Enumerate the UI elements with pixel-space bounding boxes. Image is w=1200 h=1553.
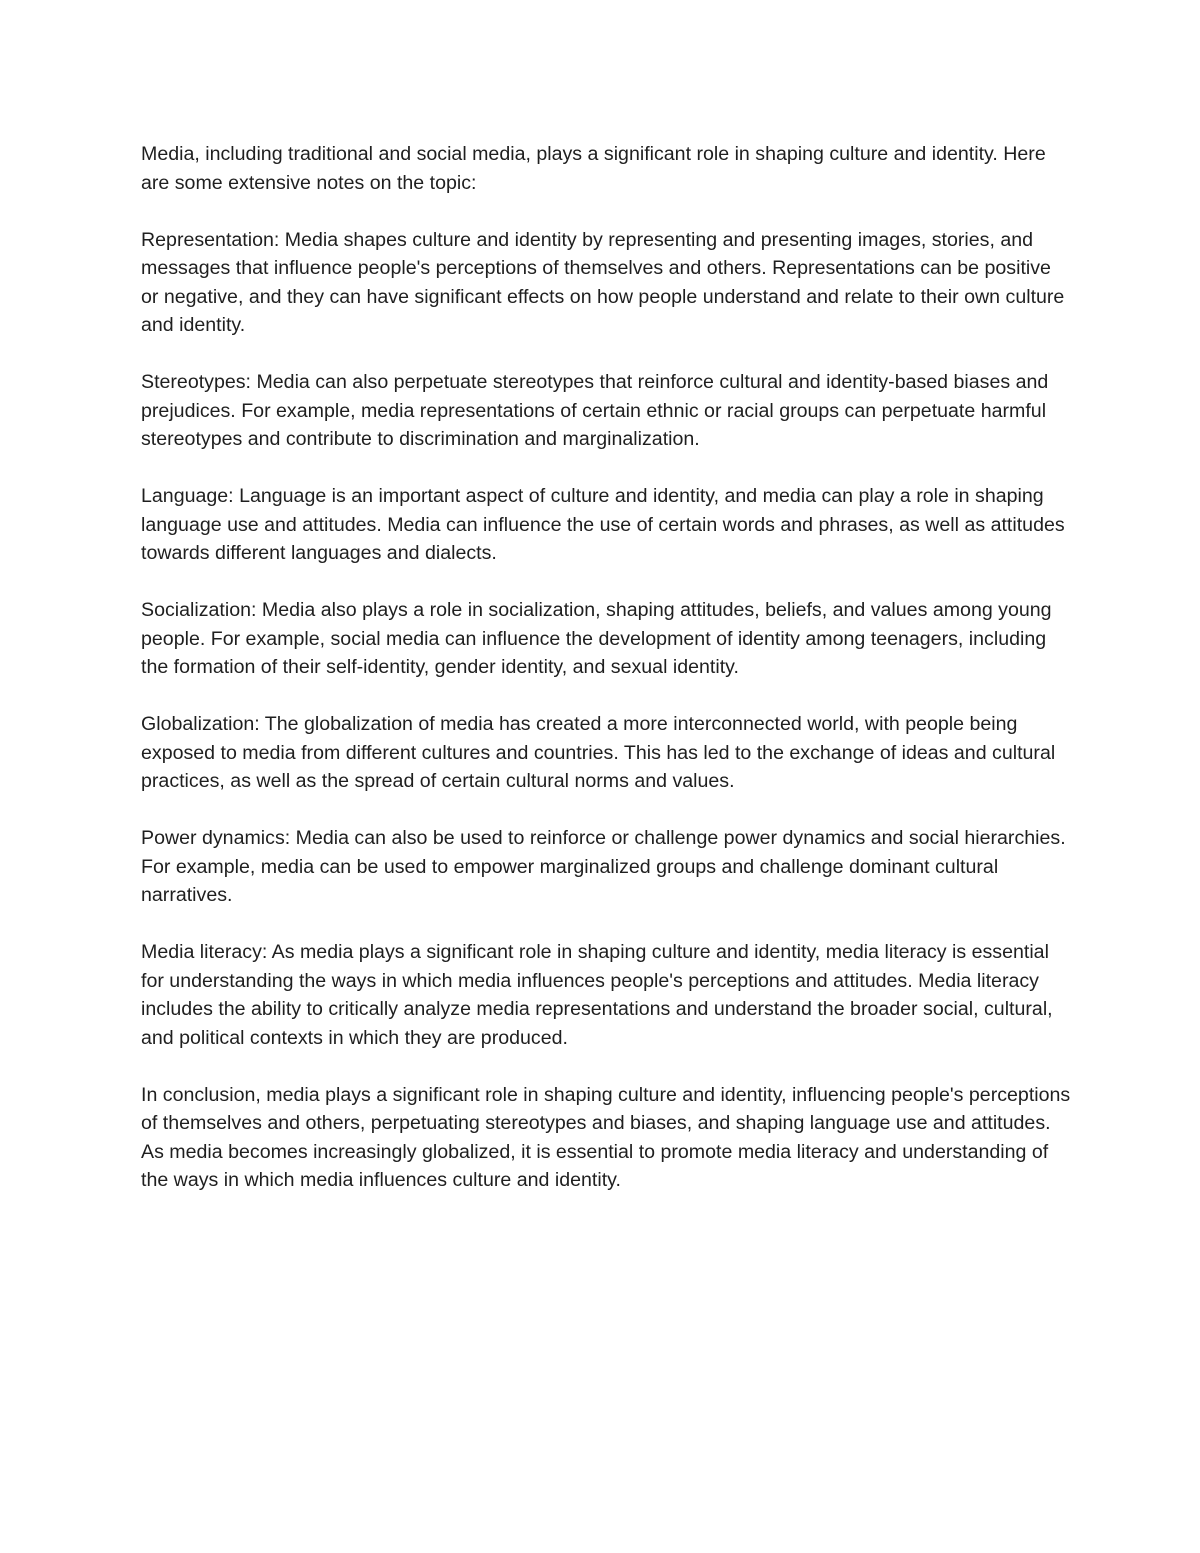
paragraph-representation: Representation: Media shapes culture and identity by representing and presenting images, stories, and messages that influence people's perceptions of themselves and others. Representations can be positive or negative, and they can have significant effects on how people understand and relate to their own culture and identity.: [141, 228, 1065, 336]
paragraph-media-literacy: Media literacy: As media plays a significant role in shaping culture and identity, media literacy is essential for understanding the ways in which media influences people's perceptions and attitudes. Media literacy includes the ability to critically analyze media representations and understand the broader social, cultural, and political contexts in which they are produced.: [141, 941, 1053, 1049]
paragraph-power-dynamics: Power dynamics: Media can also be used to reinforce or challenge power dynamics and social hierarchies. For example, media can be used to empower marginalized groups and challenge dominant cultural narratives.: [141, 827, 1066, 906]
paragraph-stereotypes: Stereotypes: Media can also perpetuate stereotypes that reinforce cultural and identity-based biases and prejudices. For example, media representations of certain ethnic or racial groups can perpetuate harmful stereotypes and contribute to discrimination and marginalization.: [141, 371, 1049, 450]
paragraph-intro: Media, including traditional and social media, plays a significant role in shaping culture and identity. Here are some extensive notes on the topic:: [141, 143, 1046, 194]
paragraph-conclusion: In conclusion, media plays a significant role in shaping culture and identity, influencing people's perceptions of themselves and others, perpetuating stereotypes and biases, and shaping language use and attitudes. As media becomes increasingly globalized, it is essential to promote media literacy and understanding of the ways in which media influences culture and identity.: [141, 1083, 1071, 1191]
document-body: [141, 140, 1071, 1223]
paragraph-socialization: Socialization: Media also plays a role in socialization, shaping attitudes, beliefs, and values among young people. For example, social media can influence the development of identity among teenagers, including the formation of their self-identity, gender identity, and sexual identity.: [141, 599, 1052, 678]
paragraph-globalization: Globalization: The globalization of media has created a more interconnected world, with people being exposed to media from different cultures and countries. This has led to the exchange of ideas and cultural practices, as well as the spread of certain cultural norms and values.: [141, 713, 1056, 792]
paragraph-language: Language: Language is an important aspect of culture and identity, and media can play a role in shaping language use and attitudes. Media can influence the use of certain words and phrases, as well as attitudes towards different languages and dialects.: [141, 485, 1065, 564]
